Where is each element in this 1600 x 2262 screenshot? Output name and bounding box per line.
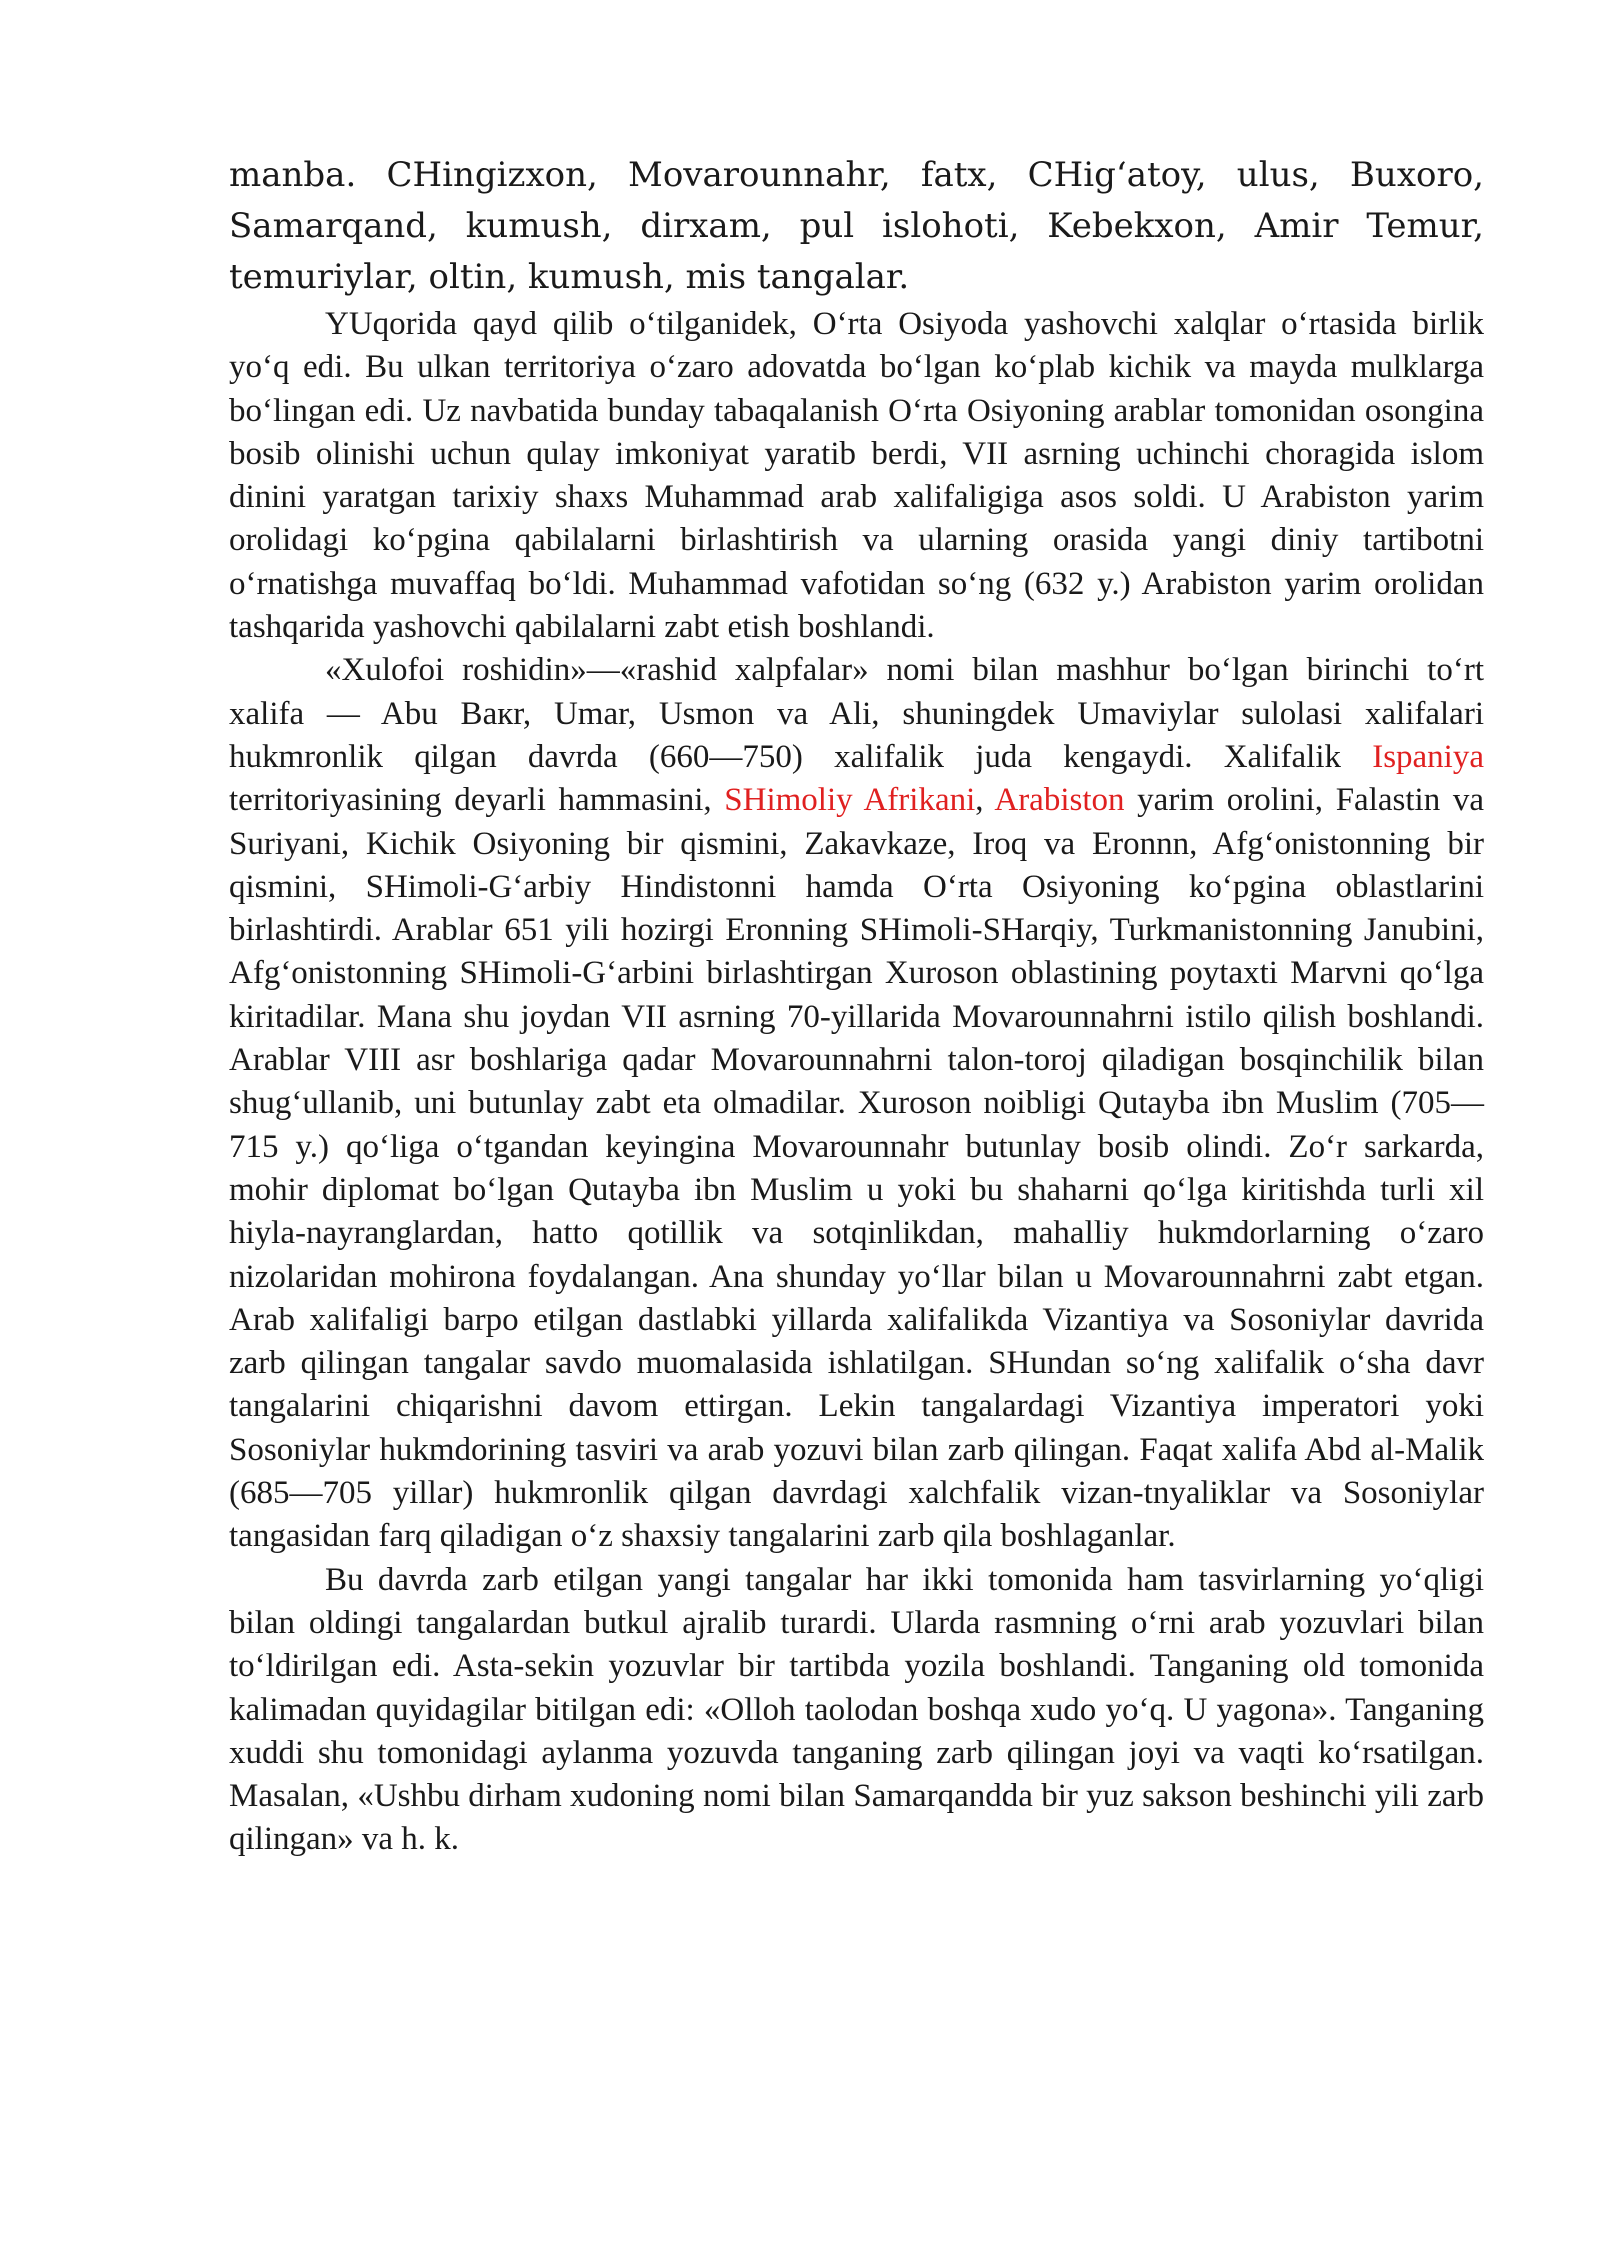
paragraph-2-text-3: , (975, 782, 995, 819)
paragraph-2-text-4: yarim orolini, Falastin va Suriyani, Kichik Osiyoning bir qismini, Zakavkaze, Iroq va Eronnn, Afg‘onistonning bir qismini, SHimoli-G‘arbiy Hindistonni hamda O‘rta Osiyoning ko‘pgina oblastlarini birlashtirdi. Arablar 651 yili hozirgi Eronning SHimoli-SHarqiy, Turkmanistonning Janubini, Afg‘onistonning SHimoli-G‘arbini birlashtirgan Xuroson oblastining poytaxti Marvni qo‘lga kiritadilar. Mana shu joydan VII asrning 70-yillarida Movarounnahrni istilo qilish boshlandi. Arablar VIII asr boshlariga qadar Movarounnahrni talon-toroj qiladigan bosqinchilik bilan shug‘ullanib, uni butunlay zabt eta olmadilar. Xuroson noibligi Qutayba ibn Muslim (705—715 y.) qo‘liga o‘tgandan keyingina Movarounnahr butunlay bosib olindi. Zo‘r sarkarda, mohir diplomat bo‘lgan Qutayba ibn Muslim u yoki bu shaharni qo‘lga kiritishda turli xil hiyla-nayranglardan, hatto qotillik va sotqinlikdan, mahalliy hukmdorlarning o‘zaro nizolaridan mohirona foydalangan. Ana shunday yo‘llar bilan u Movarounnahrni zabt etgan. Arab xalifaligi barpo etilgan dastlabki yillarda xalifalikda Vizantiya va Sosoniylar davrida zarb qilingan tangalar savdo muomalasida ishlatilgan. SHundan so‘ng xalifalik o‘sha davr tangalarini chiqarishni davom ettirgan. Lekin tangalardagi Vizantiya imperatori yoki Sosoniylar hukmdorining tasviri va arab yozuvi bilan zarb qilingan. Faqat xalifa Abd al-Malik (685—705 yillar) hukmronlik qilgan davrdagi xalchfalik vizan-tnyaliklar va Sosoniylar tangasidan farq qiladigan o‘z shaxsiy tangalarini zarb qila boshlaganlar. (229, 782, 1484, 1555)
link-shimoliy-afrikani[interactable]: SHimoliy Afrikani (724, 782, 976, 819)
link-ispaniya[interactable]: Ispaniya (1372, 738, 1484, 775)
link-arabiston[interactable]: Arabiston (994, 782, 1125, 819)
paragraph-1: YUqorida qayd qilib o‘tilganidek, O‘rta Osiyoda yashovchi xalqlar o‘rtasida birlik yo‘q edi. Bu ulkan territoriya o‘zaro adovatda bo‘lgan ko‘plab kichik va mayda mulklarga bo‘lingan edi. Uz navbatida bunday tabaqalanish O‘rta Osiyoning arablar tomonidan osongina bosib olinishi uchun qulay imkoniyat yaratib berdi, VII asrning uchinchi choragida islom dinini yaratgan tarixiy shaxs Muhammad arab xalifaligiga asos soldi. U Arabiston yarim orolidagi ko‘pgina qabilalarni birlashtirish va ularning orasida yangi diniy tartibotni o‘rnatishga muvaffaq bo‘ldi. Muhammad vafotidan so‘ng (632 y.) Arabiston yarim orolidan tashqarida yashovchi qabilalarni zabt etish boshlandi. (229, 306, 1484, 646)
document-page (229, 150, 1484, 1862)
paragraph-2-text-2: territoriyasining deyarli hammasini, (229, 782, 725, 819)
keywords-list: manba. CHingizxon, Movarounnahr, fatx, CHig‘atoy, ulus, Buxoro, Samarqand, kumush, dirxam, pul islohoti, Kebekxon, Amir Temur, temuriylar, oltin, kumush, mis tangalar. (229, 155, 1484, 297)
paragraph-2 (229, 649, 1484, 1558)
paragraph-2-text-1: «Xulofoi roshidin»—«rashid xalpfalar» nomi bilan mashhur bo‘lgan birinchi to‘rt xalifa — Abu Baкr, Umar, Usmon va Ali, shuningdek Umaviylar sulolasi xalifalari hukmronlik qilgan davrda (660—750) xalifalik juda kengaydi. Xalifalik (229, 652, 1484, 775)
paragraph-3: Bu davrda zarb etilgan yangi tangalar har ikki tomonida ham tasvirlarning yo‘qligi bilan oldingi tangalardan butkul ajralib turardi. Ularda rasmning o‘rni arab yozuvlari bilan to‘ldirilgan edi. Asta-sekin yozuvlar bir tartibda yozila boshlandi. Tanganing old tomonida kalimadan quyidagilar bitilgan edi: «Olloh taolodan boshqa xudo yo‘q. U yagona». Tanganing xuddi shu tomonidagi aylanma yozuvda tanganing zarb qilingan joyi va vaqti ko‘rsatilgan. Masalan, «Ushbu dirham xudoning nomi bilan Samarqandda bir yuz sakson beshinchi yili zarb qilingan» va h. k. (229, 1561, 1484, 1858)
